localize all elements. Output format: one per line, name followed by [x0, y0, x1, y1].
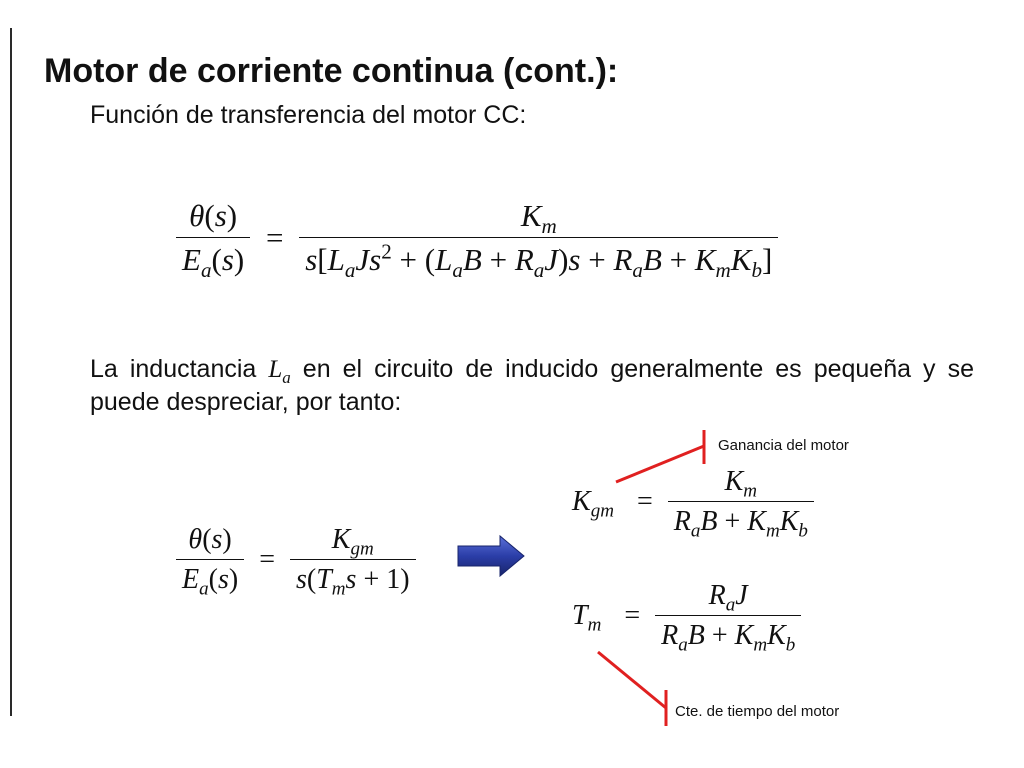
lhs-fraction: $\frac{\theta(s)}{E_a(s)}$ [176, 198, 250, 278]
time-constant-annotation: Cte. de tiempo del motor [675, 703, 840, 720]
equation-motor-gain: $K_{gm}$ = $\frac{K_m}{R_aB + K_mK_b}$ [572, 466, 814, 538]
rhs-fraction: $\frac{K_{gm}}{s(T_ms + 1)}$ [290, 524, 416, 596]
lhs-fraction: $\frac{\theta(s)}{E_a(s)}$ [176, 524, 244, 596]
equation-time-constant: $T_m$ = $\frac{R_aJ}{R_aB + K_mK_b}$ [572, 580, 801, 652]
gain-annotation: Ganancia del motor [718, 437, 849, 454]
equation-full-transfer-function: $\frac{\theta(s)}{E_a(s)}$ = $\frac{K_m}{s[L_aJs^2 + (L_aB + R_aJ)s + R_aB + K_mK_b]}$ [176, 198, 778, 278]
gain-callout-line [616, 446, 704, 482]
slide-subtitle: Función de transferencia del motor CC: [90, 101, 527, 129]
paragraph-text-before: La inductancia [90, 355, 269, 383]
rhs-fraction: $\frac{K_m}{s[L_aJs^2 + (L_aB + R_aJ)s + R_aB + K_mK_b]}$ [299, 198, 778, 278]
time-constant-fraction: $\frac{R_aJ}{R_aB + K_mK_b}$ [655, 580, 801, 652]
gain-fraction: $\frac{K_m}{R_aB + K_mK_b}$ [668, 466, 814, 538]
slide-title: Motor de corriente continua (cont.): [44, 52, 619, 90]
equation-simplified-transfer-function: $\frac{\theta(s)}{E_a(s)}$ = $\frac{K_{gm}}{s(T_ms + 1)}$ [176, 524, 416, 596]
inductance-symbol: $L_a$ [268, 356, 291, 387]
paragraph-text-after: en el circuito de inducido generalmente es pequeña y se puede despreciar, por tanto: [90, 355, 974, 416]
time-constant-callout-line [598, 652, 666, 708]
